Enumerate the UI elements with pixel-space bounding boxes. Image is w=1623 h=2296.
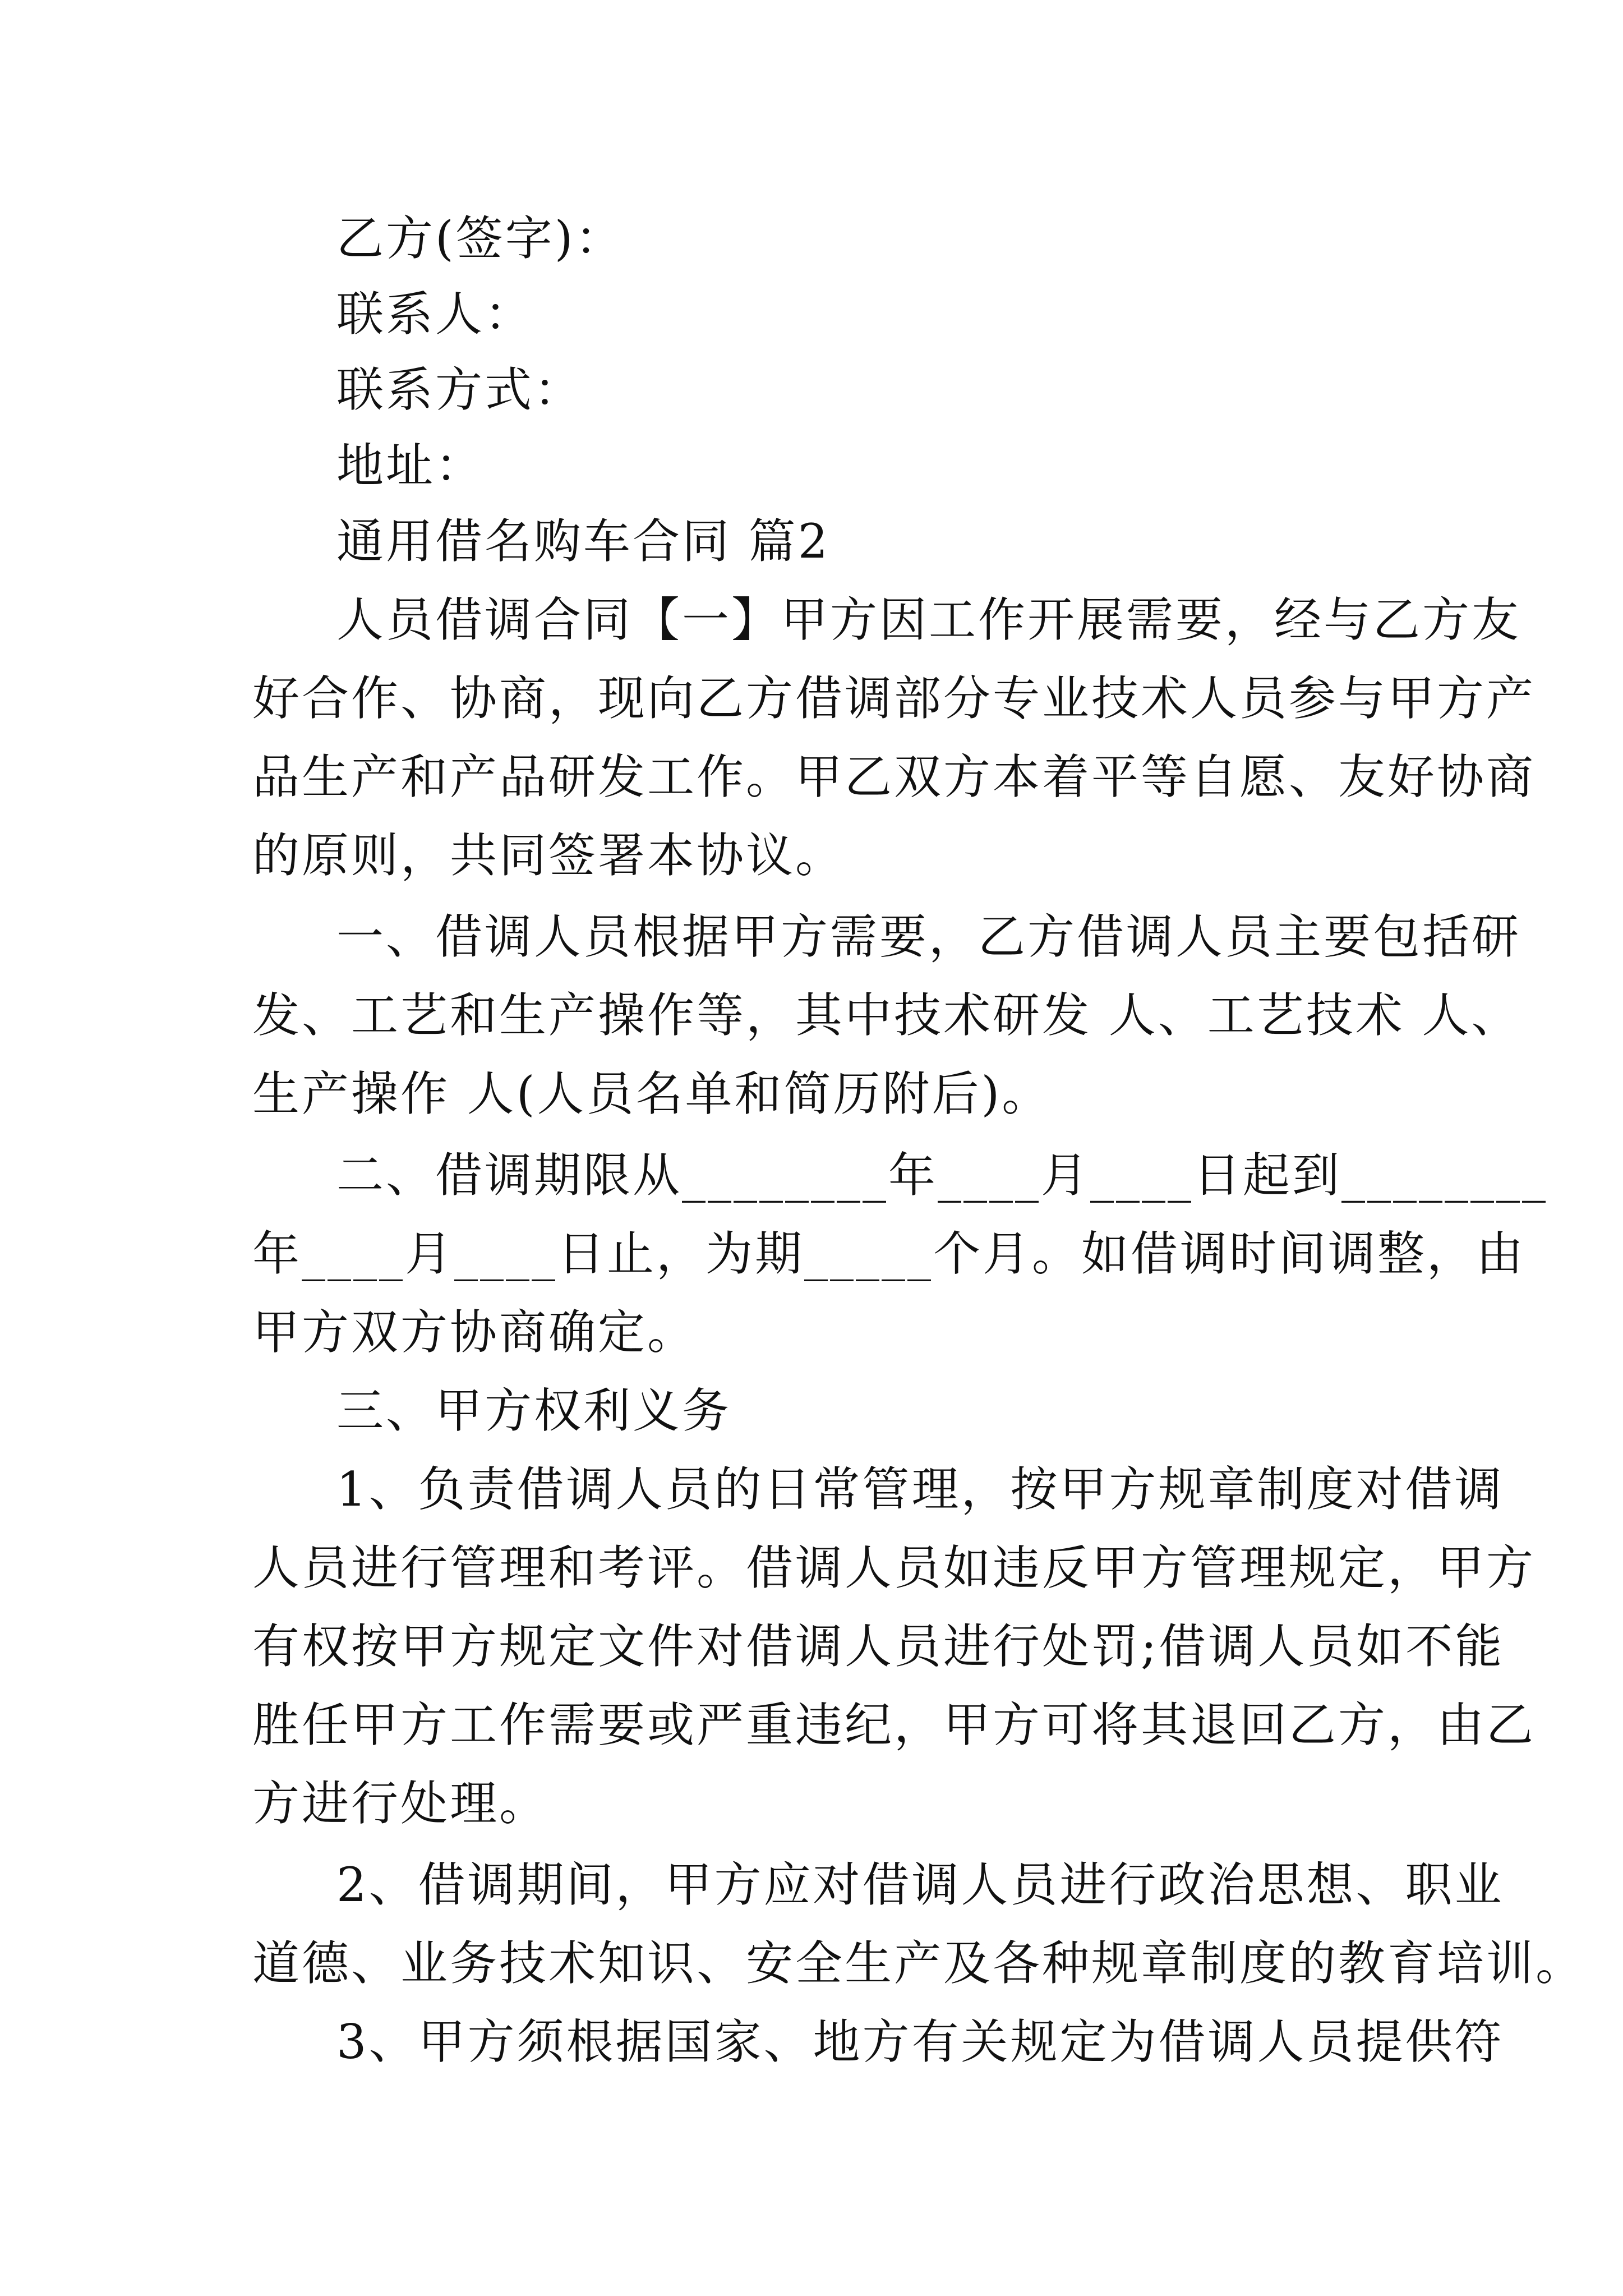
paragraph-line: 胜任甲方工作需要或严重违纪，甲方可将其退回乙方，由乙 [252,1697,1536,1752]
paragraph-line: 生产操作 人(人员名单和简历附后)。 [252,1066,1052,1121]
paragraph-line: 甲方双方协商确定。 [252,1305,697,1360]
paragraph-line: 一、借调人员根据甲方需要，乙方借调人员主要包括研 [336,909,1521,964]
paragraph-line: 年____月____日止，为期_____个月。如借调时间调整，由 [252,1226,1526,1281]
paragraph-line: 的原则，共同签署本协议。 [252,828,845,883]
paragraph-line: 人员借调合同【一】甲方因工作开展需要，经与乙方友 [336,592,1521,647]
paragraph-line: 发、工艺和生产操作等，其中技术研发 人、工艺技术 人、 [252,988,1521,1043]
paragraph-line: 品生产和产品研发工作。甲乙双方本着平等自愿、友好协商 [252,749,1536,804]
paragraph-line: 好合作、协商，现向乙方借调部分专业技术人员参与甲方产 [252,671,1536,726]
paragraph-line: 2、借调期间，甲方应对借调人员进行政治思想、职业 [336,1857,1504,1912]
paragraph-line: 1、负责借调人员的日常管理，按甲方规章制度对借调 [336,1462,1504,1517]
contact-method-line: 联系方式： [336,362,584,417]
contact-person-line: 联系人： [336,287,534,342]
paragraph-line: 人员进行管理和考评。借调人员如违反甲方管理规定，甲方 [252,1540,1536,1595]
section-heading: 通用借名购车合同 篇2 [336,514,831,569]
subsection-heading: 三、甲方权利义务 [336,1383,732,1438]
address-line: 地址： [336,438,485,493]
paragraph-line: 二、借调期限从________年____月____日起到________ [336,1148,1548,1203]
paragraph-line: 有权按甲方规定文件对借调人员进行处罚;借调人员如不能 [252,1619,1505,1674]
paragraph-line: 3、甲方须根据国家、地方有关规定为借调人员提供符 [336,2014,1504,2069]
paragraph-line: 道德、业务技术知识、安全生产及各种规章制度的教育培训。 [252,1936,1585,1991]
paragraph-line: 方进行处理。 [252,1776,549,1831]
signature-line-party-b: 乙方(签字)： [336,211,625,266]
